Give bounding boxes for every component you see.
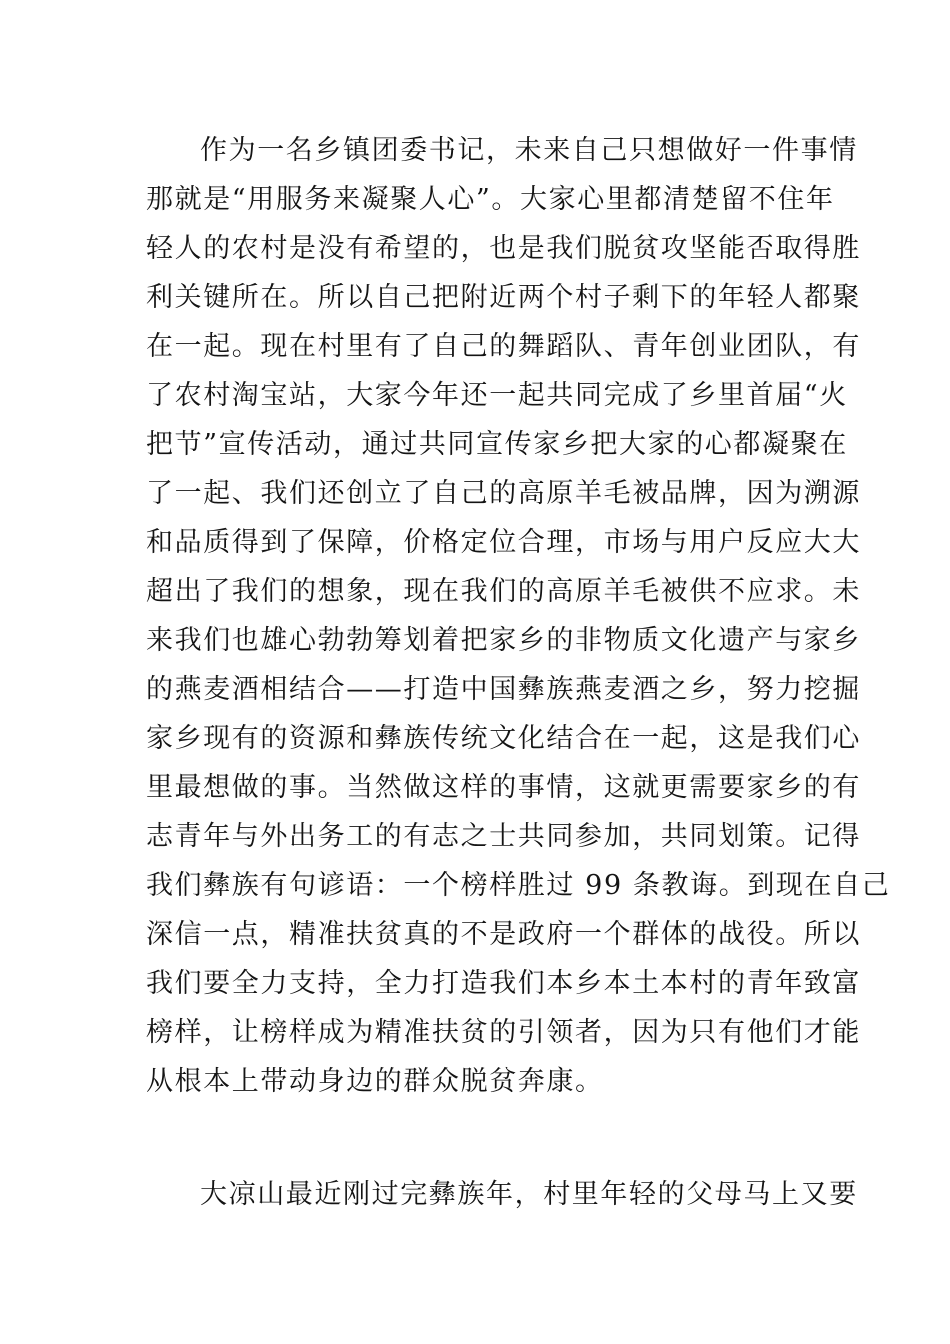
paragraph-line: 我们要全力支持，全力打造我们本乡本土本村的青年致富	[146, 968, 861, 999]
paragraph-line: 作为一名乡镇团委书记，未来自己只想做好一件事情	[200, 135, 858, 166]
paragraph-line: 了一起、我们还创立了自己的高原羊毛被品牌，因为溯源	[146, 478, 861, 509]
paragraph-line: 超出了我们的想象，现在我们的高原羊毛被供不应求。未	[146, 576, 861, 607]
paragraph-line: 榜样，让榜样成为精准扶贫的引领者，因为只有他们才能	[146, 1017, 861, 1048]
paragraph-line: 在一起。现在村里有了自己的舞蹈队、青年创业团队，有	[146, 331, 861, 362]
paragraph-line: 的燕麦酒相结合——打造中国彝族燕麦酒之乡，努力挖掘	[146, 674, 861, 705]
paragraph-line: 里最想做的事。当然做这样的事情，这就更需要家乡的有	[146, 772, 861, 803]
paragraph-line: 把节”宣传活动，通过共同宣传家乡把大家的心都凝聚在	[146, 429, 848, 460]
paragraph-line: 家乡现有的资源和彝族传统文化结合在一起，这是我们心	[146, 723, 861, 754]
paragraph-line: 来我们也雄心勃勃筹划着把家乡的非物质文化遗产与家乡	[146, 625, 861, 656]
paragraph-line: 和品质得到了保障，价格定位合理，市场与用户反应大大	[146, 527, 861, 558]
paragraph-line: 大凉山最近刚过完彝族年，村里年轻的父母马上又要	[200, 1179, 858, 1210]
paragraph-line: 利关键所在。所以自己把附近两个村子剩下的年轻人都聚	[146, 282, 861, 313]
paragraph-line: 轻人的农村是没有希望的，也是我们脱贫攻坚能否取得胜	[146, 233, 861, 264]
paragraph-line: 志青年与外出务工的有志之士共同参加，共同划策。记得	[146, 821, 861, 852]
paragraph-line: 从根本上带动身边的群众脱贫奔康。	[146, 1066, 604, 1097]
paragraph-line: 那就是“用服务来凝聚人心”。大家心里都清楚留不住年	[146, 184, 835, 215]
paragraph-line: 深信一点，精准扶贫真的不是政府一个群体的战役。所以	[146, 919, 861, 950]
paragraph-line: 我们彝族有句谚语：一个榜样胜过 99 条教诲。到现在自己	[146, 870, 891, 901]
paragraph-line: 了农村淘宝站，大家今年还一起共同完成了乡里首届“火	[146, 380, 848, 411]
